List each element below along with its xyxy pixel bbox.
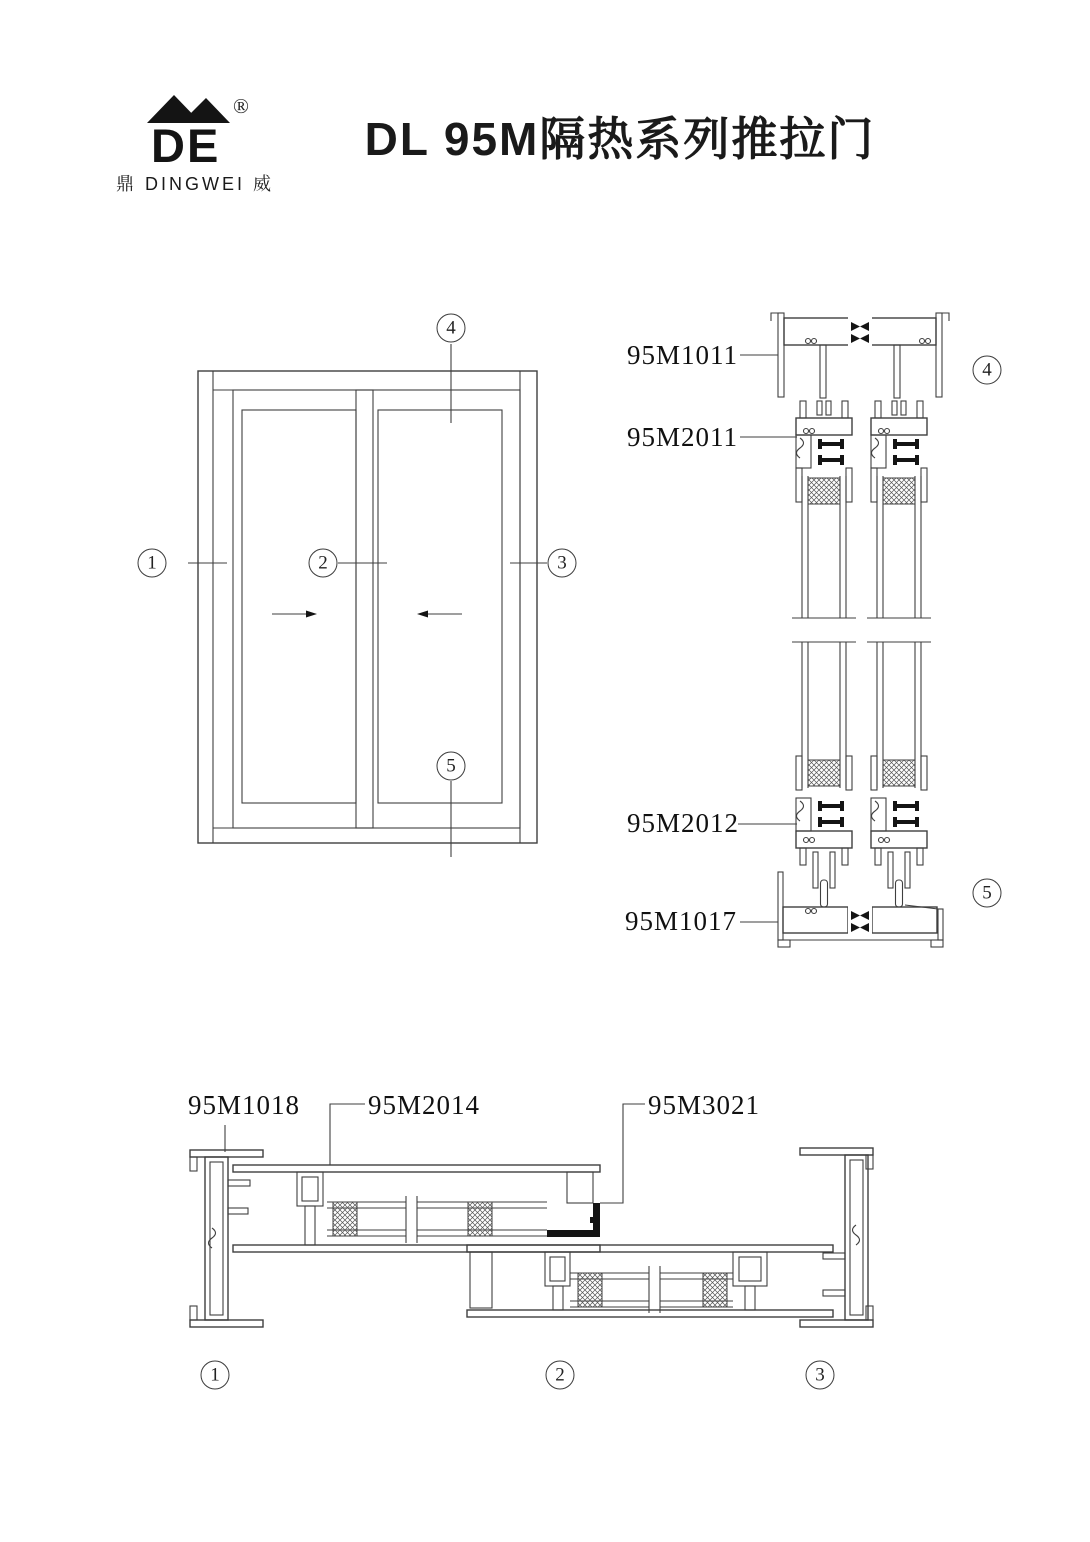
slide-direction-arrow-left <box>417 611 462 618</box>
label-sill-track: 95M1017 <box>625 906 738 936</box>
detail-marker-3: 3 <box>806 1361 835 1390</box>
detail-marker-1: 1 <box>201 1361 230 1390</box>
dingwei-logo <box>100 75 290 200</box>
detail-marker-5: 5 <box>973 879 1002 908</box>
label-sash-bottom-rail: 95M2012 <box>627 808 740 838</box>
right-leaf-section <box>867 401 931 888</box>
leaf1-section <box>233 1165 600 1252</box>
right-jamb-profile <box>800 1148 873 1327</box>
label-head-track: 95M1011 <box>627 340 739 370</box>
logo-letters: DE <box>151 119 221 172</box>
section-marker-1: 1 <box>138 549 167 578</box>
door-elevation-drawing <box>130 300 590 860</box>
vertical-section-drawing <box>610 300 1050 960</box>
brand-name: 鼎 DINGWEI 威 <box>116 174 274 194</box>
head-track-profile <box>771 313 949 398</box>
page-title: DL 95M隔热系列推拉门 <box>364 113 876 165</box>
section-marker-5: 5 <box>437 752 466 781</box>
section-marker-4: 4 <box>437 314 466 343</box>
registered-mark: ® <box>233 94 249 118</box>
frame-outline <box>198 371 537 843</box>
sill-track-profile <box>778 872 943 947</box>
detail-marker-4: 4 <box>973 356 1002 385</box>
section-marker-2: 2 <box>309 549 338 578</box>
door-panel-1 <box>233 390 373 828</box>
leader-95M2014 <box>330 1104 365 1165</box>
label-sash-stile: 95M2014 <box>368 1090 481 1120</box>
label-sash-top-rail: 95M2011 <box>627 422 739 452</box>
horizontal-section-drawing <box>170 1085 900 1345</box>
label-interlock-stile: 95M3021 <box>648 1090 761 1120</box>
detail-marker-2: 2 <box>546 1361 575 1390</box>
leaf2-section <box>467 1217 833 1317</box>
leader-95M3021 <box>600 1104 645 1203</box>
left-leaf-section <box>792 401 856 888</box>
slide-direction-arrow-right <box>272 611 317 618</box>
section-marker-3: 3 <box>548 549 577 578</box>
label-side-jamb: 95M1018 <box>188 1090 301 1120</box>
left-jamb-profile <box>190 1150 263 1327</box>
